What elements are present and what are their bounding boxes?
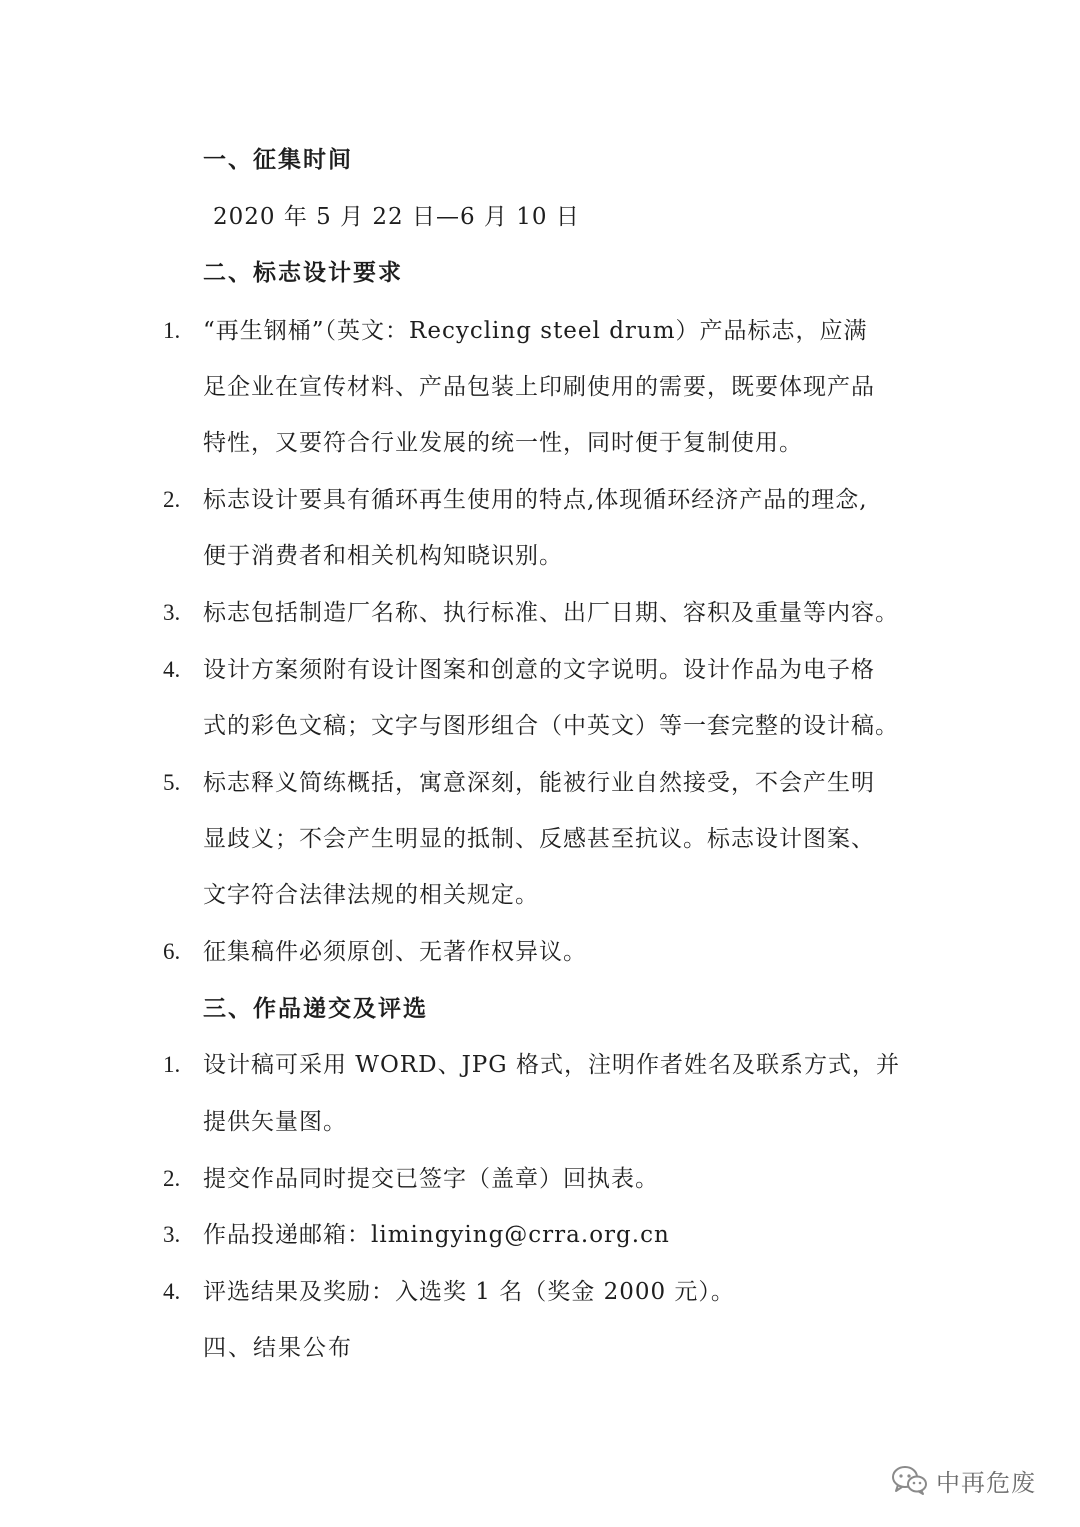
list-item-text: 特性，又要符合行业发展的统一性，同时便于复制使用。 [203, 430, 803, 456]
list-item-text: 征集稿件必须原创、无著作权异议。 [203, 939, 587, 965]
list-item-text: 评选结果及奖励：入选奖 1 名（奖金 2000 元）。 [203, 1279, 735, 1305]
list-item-number: 2. [163, 1166, 181, 1191]
list-item-number: 2. [163, 487, 181, 512]
list-item-number: 1. [163, 1052, 181, 1077]
list-item-number: 4. [163, 657, 181, 682]
wechat-watermark [890, 1460, 1060, 1500]
list-item-text: 提交作品同时提交已签字（盖章）回执表。 [203, 1166, 659, 1192]
list-item-text: 设计方案须附有设计图案和创意的文字说明。设计作品为电子格 [203, 657, 875, 683]
list-item-text: 足企业在宣传材料、产品包装上印刷使用的需要，既要体现产品 [203, 374, 875, 400]
list-item-text: 设计稿可采用 WORD、JPG 格式，注明作者姓名及联系方式，并 [203, 1052, 900, 1078]
list-item-text: 便于消费者和相关机构知晓识别。 [203, 543, 563, 569]
list-item-text: 标志包括制造厂名称、执行标准、出厂日期、容积及重量等内容。 [203, 600, 899, 626]
section-heading-design-requirements: 二、标志设计要求 [203, 260, 403, 286]
list-item-number: 1. [163, 318, 181, 343]
list-item-text: 文字符合法律法规的相关规定。 [203, 882, 539, 908]
list-item-text: “再生钢桶”（英文：Recycling steel drum）产品标志，应满 [203, 318, 868, 344]
section-heading-collection-time: 一、征集时间 [203, 147, 353, 173]
list-item-number: 5. [163, 770, 181, 795]
section-heading-submission: 三、作品递交及评选 [203, 996, 428, 1022]
list-item-text: 标志释义简练概括，寓意深刻，能被行业自然接受，不会产生明 [203, 770, 875, 796]
list-item-text: 显歧义；不会产生明显的抵制、反感甚至抗议。标志设计图案、 [203, 826, 875, 852]
collection-period: 2020 年 5 月 22 日—6 月 10 日 [213, 204, 580, 230]
list-item-text: 式的彩色文稿；文字与图形组合（中英文）等一套完整的设计稿。 [203, 713, 899, 739]
list-item-number: 6. [163, 939, 181, 964]
submission-email: 作品投递邮箱：limingying@crra.org.cn [203, 1222, 670, 1248]
list-item-number: 4. [163, 1279, 181, 1304]
wechat-icon [890, 1464, 928, 1496]
list-item-number: 3. [163, 600, 181, 625]
section-heading-results: 四、结果公布 [203, 1335, 353, 1361]
list-item-number: 3. [163, 1222, 181, 1247]
watermark-text: 中再危废 [936, 1468, 1036, 1497]
list-item-text: 提供矢量图。 [203, 1109, 347, 1135]
list-item-text: 标志设计要具有循环再生使用的特点,体现循环经济产品的理念, [203, 487, 868, 513]
